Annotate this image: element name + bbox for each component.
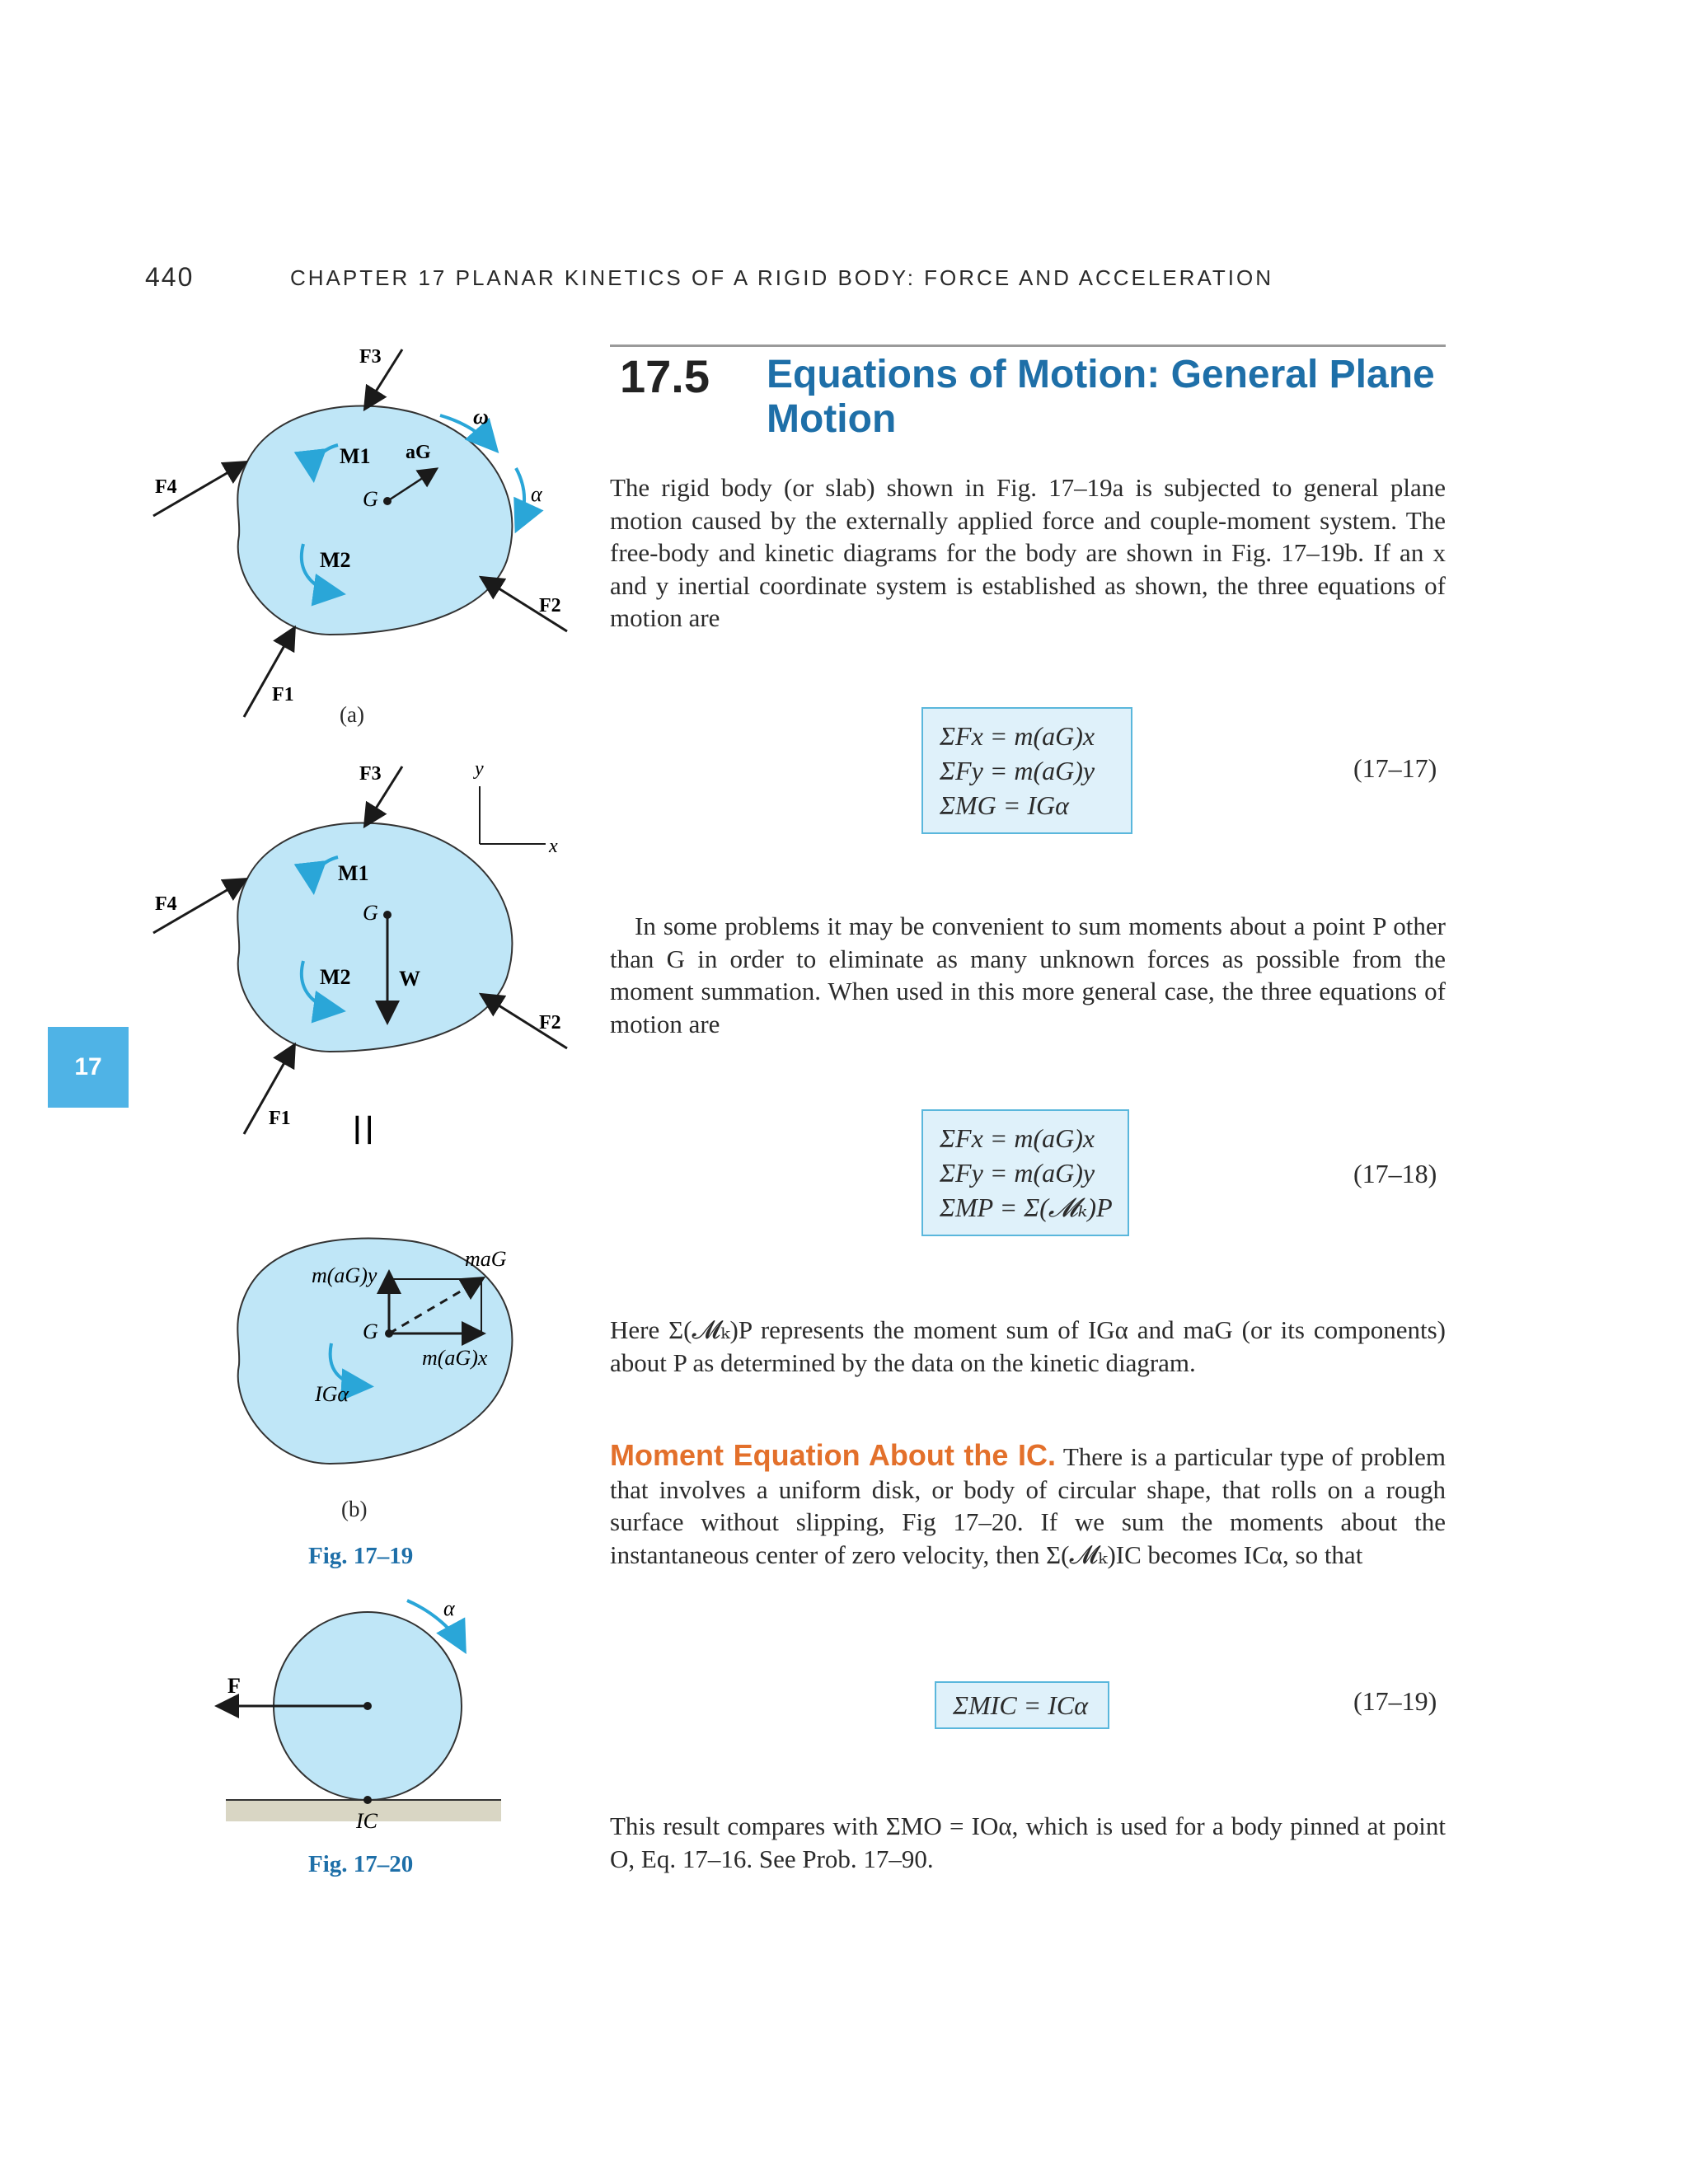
instantaneous-center [363, 1796, 372, 1804]
center-of-mass-g-b [383, 911, 392, 919]
center-of-mass-g-a [383, 497, 392, 505]
label-f3-a: F3 [359, 346, 382, 368]
equation-line: ΣFx = m(aG)x [940, 1123, 1095, 1153]
label-f1-a: F1 [272, 684, 294, 705]
label-m1-b: M1 [338, 861, 369, 885]
label-f3-b: F3 [359, 763, 382, 785]
panel-label-a: (a) [340, 702, 364, 727]
equation-number-17-19: (17–19) [1353, 1686, 1437, 1716]
section-number: 17.5 [620, 350, 710, 402]
figure-17-19-diagram [0, 0, 626, 1912]
label-w: W [399, 967, 420, 991]
paragraph-ic [610, 1439, 1446, 1571]
section-title: Equations of Motion: General Plane Motion [767, 353, 1435, 441]
page-number: 440 [145, 262, 195, 292]
label-ma-g-y: m(aG)y [312, 1263, 377, 1287]
label-ig-alpha: IGα [315, 1382, 349, 1406]
equation-number-17-18: (17–18) [1353, 1159, 1437, 1188]
paragraph-general-point: In some problems it may be convenient to sum moments about a point P other than G in order to eliminate as many unknown forces as possible from the moment summation. When used in this more general case, the three equations of motion are [610, 912, 1446, 1038]
angular-acceleration-arrow-alpha-a [516, 468, 524, 527]
label-f-disk: F [227, 1674, 241, 1698]
label-omega: ω [473, 405, 489, 429]
rigid-body-shape-a [237, 406, 512, 635]
equation-line: ΣFx = m(aG)x [940, 721, 1095, 751]
label-ic: IC [356, 1809, 377, 1833]
label-g-a: G [363, 487, 378, 511]
paragraph-ic-text: There is a particular type of problem that involves a uniform disk, or body of circular shape, that rolls on a rough surface without slipping, Fig 17–20. If we sum the moments about the instantaneous center of zero velocity, then Σ(𝓜ₖ)IC becomes ICα, so that [610, 1442, 1446, 1569]
equation-number-17-17: (17–17) [1353, 753, 1437, 783]
label-alpha-a: α [531, 482, 542, 506]
chapter-tab[interactable]: 17 [48, 1027, 129, 1108]
equation-line: ΣFy = m(aG)y [940, 756, 1095, 785]
label-f4-b: F4 [155, 893, 177, 915]
label-y-axis: y [475, 758, 484, 780]
disk-center [363, 1702, 372, 1710]
equation-box-17-19 [935, 1681, 1109, 1729]
label-m2-a: M2 [320, 548, 351, 572]
figure-caption-17-19: Fig. 17–19 [308, 1543, 414, 1569]
label-f1-b: F1 [269, 1108, 291, 1129]
paragraph-intro: The rigid body (or slab) shown in Fig. 17–19a is subjected to general plane motion caused by the externally applied force and couple-moment system. The free-body and kinetic diagrams for the body are shown in Fig. 17–19b. If an x and y inertial coordinate system is established as shown, the three equations of motion are [610, 473, 1446, 632]
label-m2-b: M2 [320, 965, 351, 989]
label-f2-b: F2 [539, 1012, 561, 1033]
equation-line: ΣMG = IGα [940, 790, 1069, 820]
label-x-axis: x [549, 836, 558, 857]
rigid-body-shape-b-fbd [237, 823, 512, 1052]
equation-line: ΣMIC = ICα [953, 1690, 1089, 1720]
running-head: CHAPTER 17 PLANAR KINETICS OF A RIGID BODY: FORCE AND ACCELERATION [290, 265, 1273, 290]
label-f4-a: F4 [155, 476, 177, 498]
section-rule [610, 344, 1446, 347]
figure-caption-17-20: Fig. 17–20 [308, 1851, 414, 1877]
paragraph-moment-sum: Here Σ(𝓜ₖ)P represents the moment sum of IGα and maG (or its components) about P as determined by the data on the kinetic diagram. [610, 1315, 1446, 1377]
panel-label-b: (b) [341, 1497, 368, 1521]
label-alpha-disk: α [443, 1596, 455, 1620]
equation-box-17-18 [921, 1109, 1129, 1236]
label-f2-a: F2 [539, 595, 561, 616]
center-of-mass-g-kinetic [385, 1329, 393, 1338]
paragraph-compare: This result compares with ΣMO = IOα, which is used for a body pinned at point O, Eq. 17–16. See Prob. 17–90. [610, 1811, 1446, 1873]
equation-box-17-17 [921, 707, 1132, 834]
label-g-kinetic: G [363, 1319, 378, 1343]
label-ag: aG [406, 442, 431, 463]
equation-line: ΣMP = Σ(𝓜ₖ)P [940, 1193, 1113, 1222]
equals-sign: = [329, 1113, 396, 1147]
label-ma-g-x: m(aG)x [422, 1346, 488, 1370]
equation-line: ΣFy = m(aG)y [940, 1158, 1095, 1188]
subhead-ic: Moment Equation About the IC. [610, 1438, 1057, 1472]
label-g-b: G [363, 901, 378, 925]
label-m1-a: M1 [340, 444, 371, 468]
label-ma-g: maG [465, 1247, 507, 1271]
